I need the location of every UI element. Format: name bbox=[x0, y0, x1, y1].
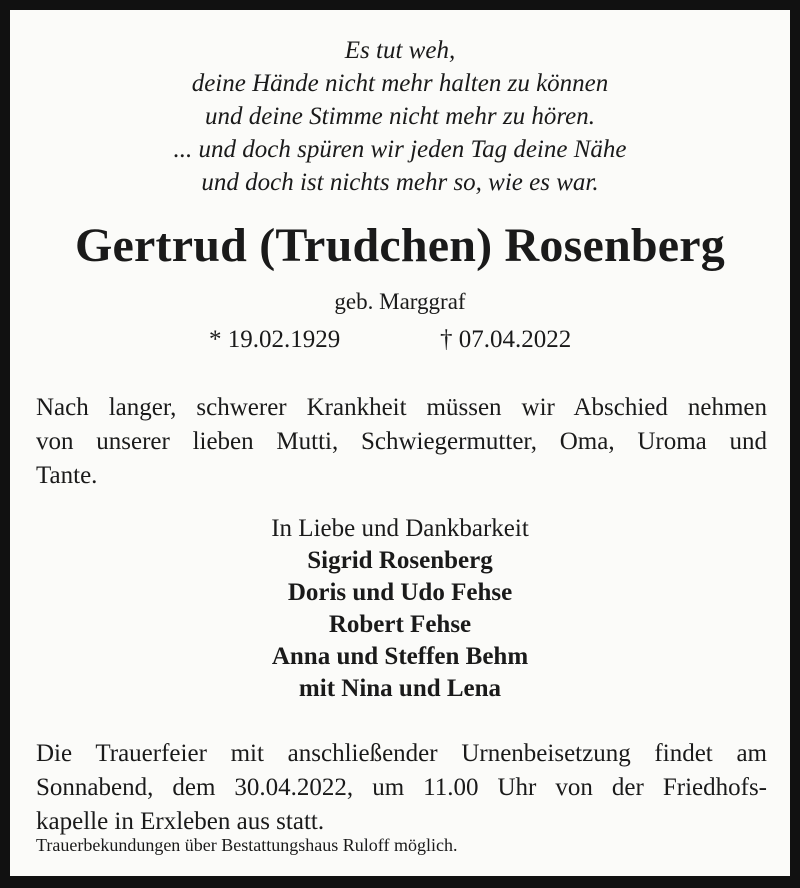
deceased-name: Gertrud (Trudchen) Rosenberg bbox=[75, 219, 725, 272]
poem-line: deine Hände nicht mehr halten zu können bbox=[191, 70, 609, 97]
signer-name: Robert Fehse bbox=[328, 611, 472, 638]
message-line: Nach langer, schwerer Krankheit müssen wir Abschied nehmen bbox=[36, 394, 767, 421]
poem-line: und doch ist nichts mehr so, wie es war. bbox=[201, 169, 599, 196]
poem-line: und deine Stimme nicht mehr zu hören. bbox=[205, 103, 595, 130]
signer-name: Sigrid Rosenberg bbox=[307, 547, 493, 574]
poem bbox=[10, 34, 790, 199]
ceremony-info bbox=[36, 737, 767, 839]
ceremony-line: Die Trauerfeier mit anschließender Urnenbeisetzung findet am bbox=[36, 740, 767, 767]
signer-name: mit Nina und Lena bbox=[298, 675, 502, 702]
farewell-message bbox=[36, 391, 767, 493]
poem-line: ... und doch spüren wir jeden Tag deine Nähe bbox=[173, 136, 627, 163]
message-line: Tante. bbox=[36, 462, 98, 489]
birth-date: * 19.02.1929 bbox=[209, 326, 341, 353]
death-date: † 07.04.2022 bbox=[440, 326, 572, 353]
obituary-notice bbox=[10, 10, 790, 876]
poem-line: Es tut weh, bbox=[344, 37, 456, 64]
ceremony-line: kapelle in Erxleben aus statt. bbox=[36, 808, 325, 835]
birth-name: geb. Marggraf bbox=[334, 289, 466, 314]
signers-intro: In Liebe und Dankbarkeit bbox=[271, 515, 529, 542]
signer-name: Anna und Steffen Behm bbox=[271, 643, 529, 670]
ceremony-line: Sonnabend, dem 30.04.2022, um 11.00 Uhr von der Friedhofs- bbox=[36, 774, 767, 801]
signers bbox=[10, 513, 790, 705]
condolence-note: Trauerbekundungen über Bestattungshaus Ruloff möglich. bbox=[36, 835, 458, 855]
message-line: von unserer lieben Mutti, Schwiegermutter, Oma, Uroma und bbox=[36, 428, 767, 455]
signer-name: Doris und Udo Fehse bbox=[287, 579, 513, 606]
